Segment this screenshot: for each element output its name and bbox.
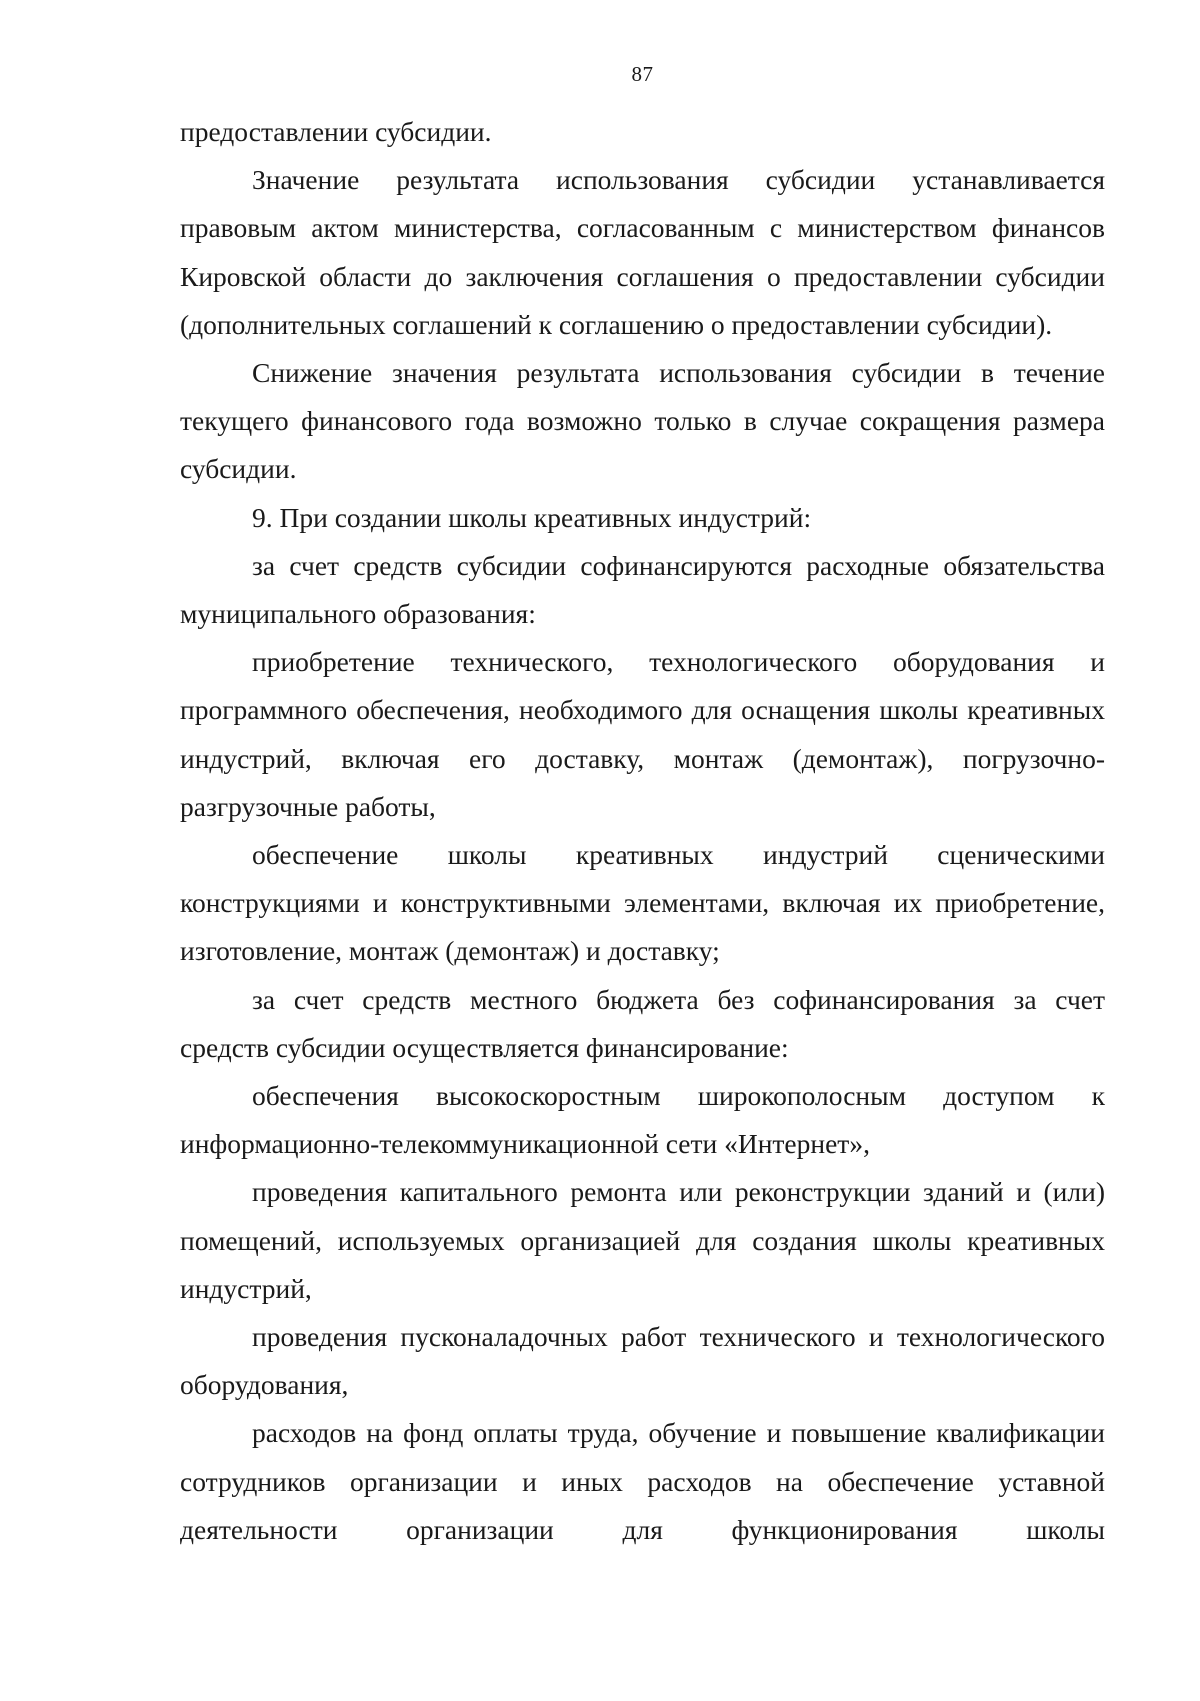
page-number: 87 [631,62,654,86]
document-body [180,108,1105,1554]
paragraph-10: проведения капитального ремонта или реконструкции зданий и (или) помещений, используемых организацией для создания школы креативных индустрий, [180,1176,1105,1304]
paragraph-11: проведения пусконаладочных работ технического и технологического оборудования, [180,1321,1105,1401]
paragraph-4: 9. При создании школы креативных индустрий: [252,501,812,533]
paragraph-6: приобретение технического, технологического оборудования и программного обеспечения, необходимого для оснащения школы креативных индустрий, включая его доставку, монтаж (демонтаж), погрузочно-разгрузочные работы, [180,646,1105,822]
paragraph-2: Значение результата использования субсидии устанавливается правовым актом министерства, согласованным с министерством финансов Кировской области до заключения соглашения о предоставлении субсидии (дополнительных соглашений к соглашению о предоставлении субсидии). [180,164,1105,340]
paragraph-9: обеспечения высокоскоростным широкополосным доступом к информационно-телекоммуникационной сети «Интернет», [180,1080,1105,1160]
paragraph-7: обеспечение школы креативных индустрий сценическими конструкциями и конструктивными элементами, включая их приобретение, изготовление, монтаж (демонтаж) и доставку; [180,839,1105,967]
paragraph-8: за счет средств местного бюджета без софинансирования за счет средств субсидии осуществляется финансирование: [180,983,1105,1063]
document-page [180,0,1105,1701]
paragraph-3: Снижение значения результата использования субсидии в течение текущего финансового года возможно только в случае сокращения размера субсидии. [180,357,1105,485]
paragraph-12: расходов на фонд оплаты труда, обучение и повышение квалификации сотрудников организации и иных расходов на обеспечение уставной деятельности организации для функционирования школы [180,1417,1105,1545]
paragraph-5: за счет средств субсидии софинансируются расходные обязательства муниципального образования: [180,549,1105,630]
paragraph-1: предоставлении субсидии. [180,116,492,147]
